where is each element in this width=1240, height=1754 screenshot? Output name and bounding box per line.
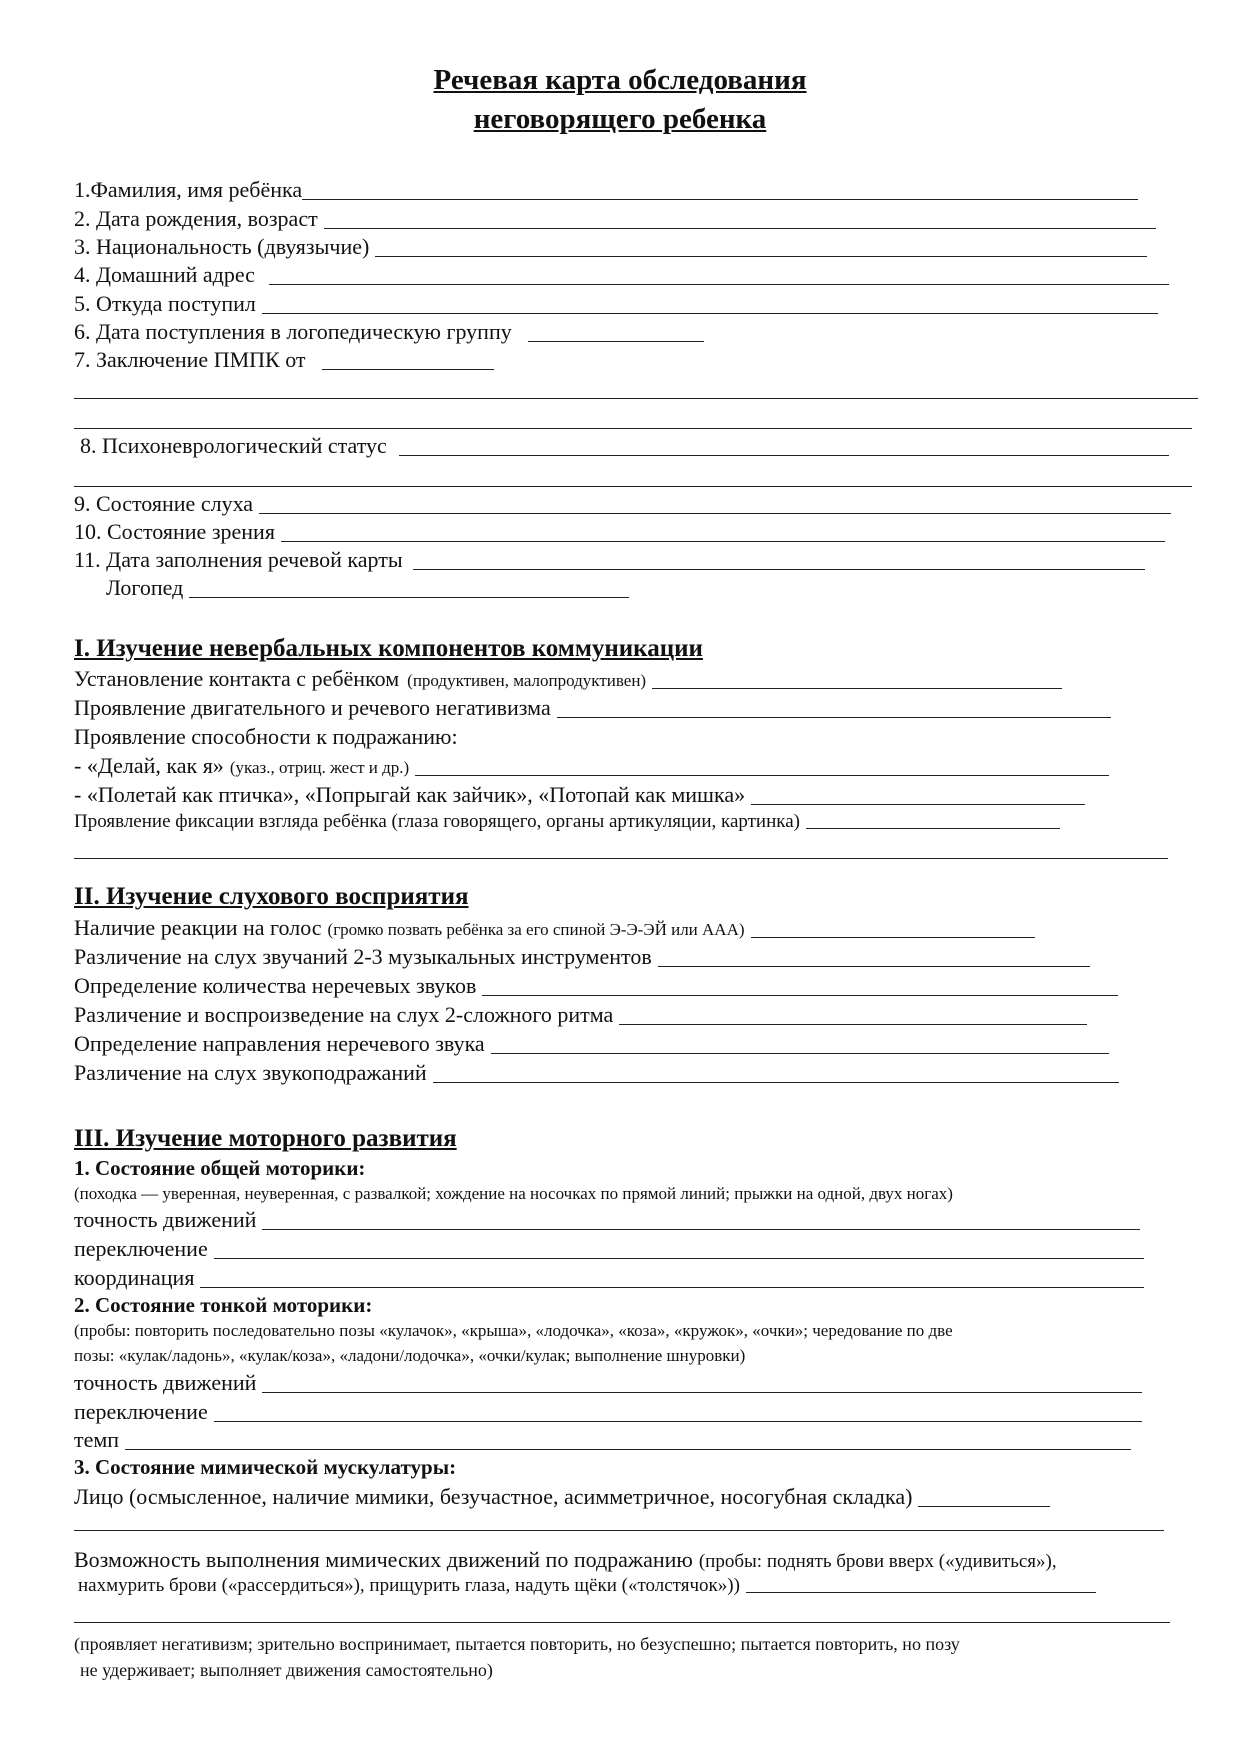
field-voice-reaction[interactable] xyxy=(74,914,1035,942)
field-label: темп xyxy=(74,1427,120,1452)
blank-line[interactable] xyxy=(751,804,1085,805)
blank-line[interactable] xyxy=(413,569,1145,570)
field-label: Лицо (осмысленное, наличие мимики, безучастное, асимметричное, носогубная складка) xyxy=(74,1484,913,1509)
field-gross-coordination[interactable] xyxy=(74,1264,1144,1292)
subheading-label: 1. Состояние общей моторики: xyxy=(74,1156,366,1180)
field-gaze-fixation[interactable] xyxy=(74,811,1060,833)
field-label: 9. Состояние слуха xyxy=(74,491,254,516)
blank-line[interactable] xyxy=(482,995,1118,996)
field-mimic-imitation xyxy=(74,1546,1057,1574)
field-label: 5. Откуда поступил xyxy=(74,291,256,316)
field-face[interactable] xyxy=(74,1483,1050,1511)
field-gross-switching[interactable] xyxy=(74,1235,1144,1263)
subheading-gross-motor xyxy=(74,1155,365,1181)
field-label: Определение количества неречевых звуков xyxy=(74,973,477,998)
field-child-name[interactable] xyxy=(74,176,1138,204)
field-nationality[interactable] xyxy=(74,233,1147,261)
blank-line[interactable] xyxy=(269,284,1169,285)
blank-line[interactable] xyxy=(528,341,704,342)
field-contact[interactable] xyxy=(74,665,1062,693)
blank-line[interactable] xyxy=(200,1287,1144,1288)
blank-line[interactable] xyxy=(324,228,1156,229)
field-pmpk-conclusion[interactable] xyxy=(74,346,494,374)
field-hint: (указ., отриц. жест и др.) xyxy=(229,758,410,777)
blank-line[interactable] xyxy=(658,966,1090,967)
field-sound-direction[interactable] xyxy=(74,1030,1109,1058)
field-label: переключение xyxy=(74,1399,208,1424)
field-label: Определение направления неречевого звука xyxy=(74,1031,485,1056)
field-label: 3. Национальность (двуязычие) xyxy=(74,234,370,259)
blank-line[interactable] xyxy=(189,597,629,598)
section-heading-nonverbal: I. Изучение невербальных компонентов коммуникации xyxy=(74,635,703,662)
blank-line[interactable] xyxy=(491,1053,1109,1054)
blank-line[interactable] xyxy=(74,1530,1164,1531)
field-hint: (продуктивен, малопродуктивен) xyxy=(407,671,647,690)
field-label: 2. Дата рождения, возраст xyxy=(74,206,318,231)
observation-options-line2: не удерживает; выполняет движения самостоятельно) xyxy=(80,1660,493,1680)
blank-line[interactable] xyxy=(125,1449,1131,1450)
field-animal-imitation[interactable] xyxy=(74,781,1085,809)
field-label: 7. Заключение ПМПК от xyxy=(74,347,306,372)
field-label: переключение xyxy=(74,1236,208,1261)
field-mimic-imitation-cont[interactable] xyxy=(78,1575,1096,1597)
field-negativism[interactable] xyxy=(74,694,1111,722)
field-label: точность движений xyxy=(74,1370,257,1395)
field-rhythm[interactable] xyxy=(74,1001,1087,1029)
field-label: координация xyxy=(74,1265,195,1290)
field-label: Различение и воспроизведение на слух 2-сложного ритма xyxy=(74,1002,614,1027)
blank-line[interactable] xyxy=(557,717,1111,718)
blank-line[interactable] xyxy=(746,1592,1096,1593)
blank-line[interactable] xyxy=(74,858,1168,859)
document-title-line1: Речевая карта обследования xyxy=(433,64,807,96)
field-speech-therapist[interactable] xyxy=(106,574,629,602)
blank-line[interactable] xyxy=(259,513,1171,514)
blank-line[interactable] xyxy=(302,199,1138,200)
field-onomatopoeia[interactable] xyxy=(74,1059,1119,1087)
field-label: Логопед xyxy=(106,575,184,600)
field-home-address[interactable] xyxy=(74,261,1169,289)
blank-line[interactable] xyxy=(262,1229,1140,1230)
blank-line[interactable] xyxy=(415,775,1109,776)
field-hearing[interactable] xyxy=(74,490,1171,518)
field-fill-date[interactable] xyxy=(74,546,1145,574)
field-hint: (пробы: поднять брови вверх («удивиться»), xyxy=(698,1551,1057,1572)
section-heading-hearing: II. Изучение слухового восприятия xyxy=(74,883,469,910)
blank-line[interactable] xyxy=(214,1258,1144,1259)
field-label: Проявление фиксации взгляда ребёнка (глаза говорящего, органы артикуляции, картинка) xyxy=(74,811,800,832)
blank-line[interactable] xyxy=(74,1622,1170,1623)
field-imitation-ability xyxy=(74,723,458,751)
subheading-label: 3. Состояние мимической мускулатуры: xyxy=(74,1455,457,1479)
blank-line[interactable] xyxy=(262,1392,1142,1393)
field-label: - «Полетай как птичка», «Попрыгай как зайчик», «Потопай как мишка» xyxy=(74,782,746,807)
field-do-as-i-do[interactable] xyxy=(74,752,1109,780)
field-label: 10. Состояние зрения xyxy=(74,519,275,544)
field-came-from[interactable] xyxy=(74,290,1158,318)
field-label: 6. Дата поступления в логопедическую группу xyxy=(74,319,512,344)
fine-motor-hint-line2: позы: «кулак/ладонь», «кулак/коза», «ладони/лодочка», «очки/кулак; выполнение шнуровки) xyxy=(74,1346,746,1365)
blank-line[interactable] xyxy=(322,369,494,370)
field-birth-date[interactable] xyxy=(74,205,1156,233)
fine-motor-hint-line1: (пробы: повторить последовательно позы «кулачок», «крыша», «лодочка», «коза», «кружок», «очки»; чередование по две xyxy=(74,1321,953,1340)
field-psychoneuro-status[interactable] xyxy=(80,432,1169,460)
field-hint: (громко позвать ребёнка за его спиной Э-Э-ЭЙ или ААА) xyxy=(327,920,745,939)
observation-options-line1: (проявляет негативизм; зрительно воспринимает, пытается повторить, но безуспешно; пытается повторить, но позу xyxy=(74,1634,960,1654)
field-label: 4. Домашний адрес xyxy=(74,262,255,287)
field-label: Различение на слух звучаний 2-3 музыкальных инструментов xyxy=(74,944,652,969)
field-fine-accuracy[interactable] xyxy=(74,1369,1142,1397)
field-label: Установление контакта с ребёнком xyxy=(74,666,400,691)
blank-line[interactable] xyxy=(262,313,1158,314)
field-vision[interactable] xyxy=(74,518,1165,546)
document-title-line2: неговорящего ребенка xyxy=(473,103,767,135)
field-fine-tempo[interactable] xyxy=(74,1426,1131,1454)
subheading-label: 2. Состояние тонкой моторики: xyxy=(74,1293,373,1317)
gross-motor-hint: (походка — уверенная, неуверенная, с развалкой; хождение на носочках по прямой линий; прыжки на одной, двух ногах) xyxy=(74,1184,953,1203)
subheading-facial-muscles xyxy=(74,1454,456,1480)
field-gross-accuracy[interactable] xyxy=(74,1206,1140,1234)
field-nonspeech-count[interactable] xyxy=(74,972,1118,1000)
blank-line[interactable] xyxy=(375,256,1147,257)
blank-line[interactable] xyxy=(399,455,1169,456)
field-label: Различение на слух звукоподражаний xyxy=(74,1060,427,1085)
field-label: 1.Фамилия, имя ребёнка xyxy=(74,177,303,202)
blank-line[interactable] xyxy=(918,1506,1050,1507)
blank-line[interactable] xyxy=(619,1024,1087,1025)
blank-line[interactable] xyxy=(74,398,1198,399)
blank-line[interactable] xyxy=(214,1421,1142,1422)
field-fine-switching[interactable] xyxy=(74,1398,1142,1426)
blank-line[interactable] xyxy=(751,937,1035,938)
field-label: Проявление двигательного и речевого негативизма xyxy=(74,695,551,720)
blank-line[interactable] xyxy=(74,428,1192,429)
field-label: Наличие реакции на голос xyxy=(74,915,322,940)
field-instrument-sounds[interactable] xyxy=(74,943,1090,971)
field-label: точность движений xyxy=(74,1207,257,1232)
subheading-fine-motor xyxy=(74,1292,372,1318)
blank-line[interactable] xyxy=(74,486,1192,487)
field-admission-date[interactable] xyxy=(74,318,704,346)
blank-line[interactable] xyxy=(433,1082,1119,1083)
blank-line[interactable] xyxy=(281,541,1165,542)
field-label: Возможность выполнения мимических движений по подражанию xyxy=(74,1547,693,1572)
field-label: Проявление способности к подражанию: xyxy=(74,724,458,749)
blank-line[interactable] xyxy=(806,828,1060,829)
field-label: 11. Дата заполнения речевой карты xyxy=(74,547,403,572)
field-hint: нахмурить брови («рассердиться»), прищурить глаза, надуть щёки («толстячок»)) xyxy=(78,1575,740,1596)
field-label: - «Делай, как я» xyxy=(74,753,224,778)
section-heading-motor: III. Изучение моторного развития xyxy=(74,1125,457,1152)
blank-line[interactable] xyxy=(652,688,1062,689)
field-label: 8. Психоневрологический статус xyxy=(80,433,387,458)
